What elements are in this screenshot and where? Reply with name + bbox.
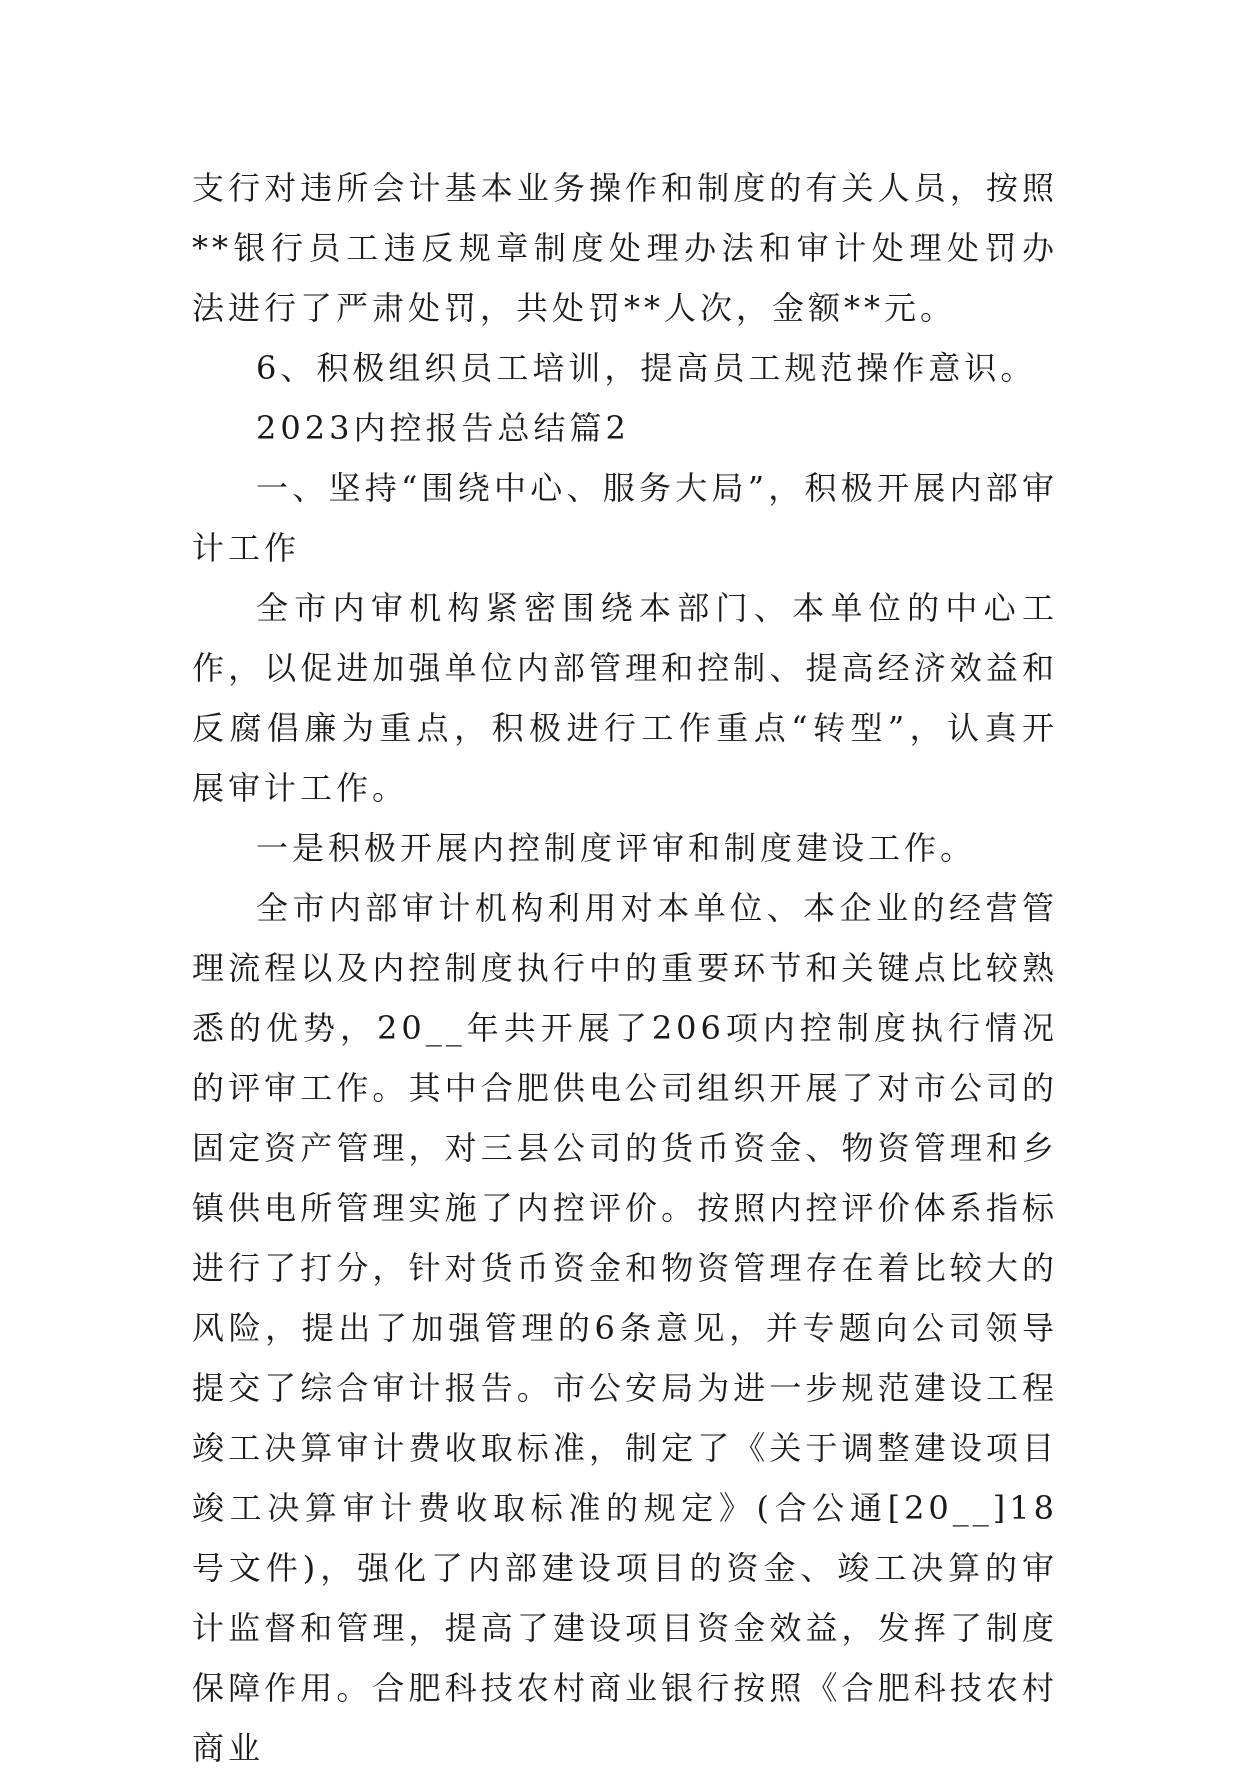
document-body bbox=[192, 158, 1058, 1778]
subheading-1: 一是积极开展内控制度评审和制度建设工作。 bbox=[256, 829, 977, 867]
section-title: 2023内控报告总结篇2 bbox=[256, 409, 630, 447]
paragraph-overview: 全市内审机构紧密围绕本部门、本单位的中心工作，以促进加强单位内部管理和控制、提高经济效益和反腐倡廉为重点，积极进行工作重点“转型”，认真开展审计工作。 bbox=[192, 589, 1058, 807]
paragraph-details: 全市内部审计机构利用对本单位、本企业的经营管理流程以及内控制度执行中的重要环节和关键点比较熟悉的优势，20__年共开展了206项内控制度执行情况的评审工作。其中合肥供电公司组织开展了对市公司的固定资产管理，对三县公司的货币资金、物资管理和乡镇供电所管理实施了内控评价。按照内控评价体系指标进行了打分，针对货币资金和物资管理存在着比较大的风险，提出了加强管理的6条意见，并专题向公司领导提交了综合审计报告。市公安局为进一步规范建设工程竣工决算审计费收取标准，制定了《关于调整建设项目竣工决算审计费收取标准的规定》(合公通[20__]18号文件)，强化了内部建设项目的资金、竣工决算的审计监督和管理，提高了建设项目资金效益，发挥了制度保障作用。合肥科技农村商业银行按照《合肥科技农村商业 bbox=[192, 889, 1058, 1767]
paragraph-training: 6、积极组织员工培训，提高员工规范操作意识。 bbox=[256, 349, 1037, 387]
paragraph-penalty: 支行对违所会计基本业务操作和制度的有关人员，按照**银行员工违反规章制度处理办法和审计处理处罚办法进行了严肃处罚，共处罚**人次，金额**元。 bbox=[192, 169, 1058, 327]
heading-1: 一、坚持“围绕中心、服务大局”，积极开展内部审计工作 bbox=[192, 469, 1058, 567]
